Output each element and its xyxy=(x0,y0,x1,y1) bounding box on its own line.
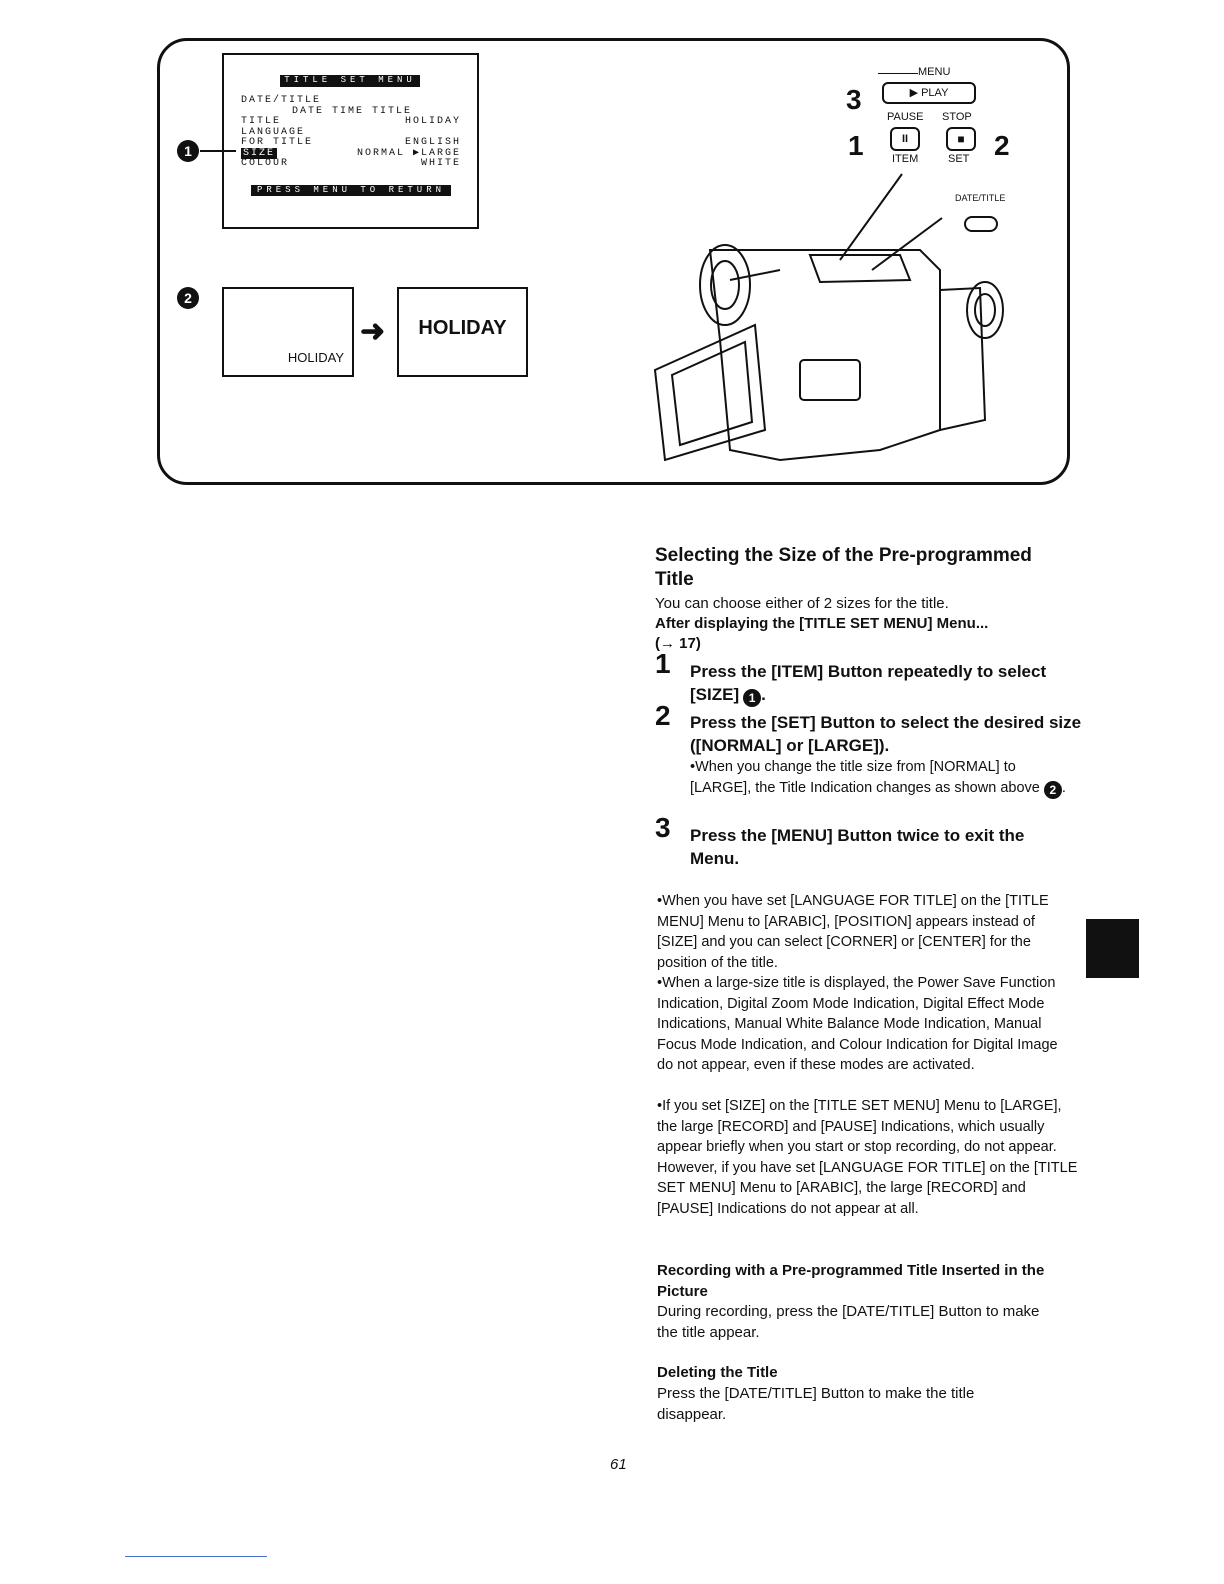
step-text: Press the [ITEM] Button repeatedly to select [SIZE] xyxy=(690,662,1047,704)
marker-1-icon: 1 xyxy=(177,140,199,162)
deleting-heading: Deleting the Title xyxy=(657,1364,778,1381)
note-item: •When you have set [LANGUAGE FOR TITLE] on the [TITLE MENU] Menu to [ARABIC], [POSITION] appears instead of [SIZE] and you can select [CORNER] or [CENTER] for the position of the title. xyxy=(657,893,1049,971)
marker-1-icon: 1 xyxy=(743,689,761,707)
pause-button: II xyxy=(890,127,920,151)
side-tab-marker xyxy=(1086,919,1139,978)
arrow-icon: ➜ xyxy=(360,315,386,348)
deleting-text: Press the [DATE/TITLE] Button to make the title disappear. xyxy=(657,1385,975,1423)
stop-label: STOP xyxy=(942,111,972,123)
section-heading: Selecting the Size of the Pre-programmed Title xyxy=(655,545,1032,590)
page-reference: (→ 17) xyxy=(655,635,701,652)
camcorder-icon xyxy=(640,160,1030,475)
stop-button: ■ xyxy=(946,127,976,151)
menu-row-label: TITLE xyxy=(241,116,282,127)
title-set-menu-screen xyxy=(222,53,479,229)
note-item: •When a large-size title is displayed, the Power Save Function Indication, Digital Zoom Mode Indication, Digital Effect Mode Indications, Manual White Balance Mode Indication, Manual Focus Mode Indication, and Colour Indication for Digital Image do not appear, even if these modes are activated. xyxy=(657,975,1058,1073)
step-number: 2 xyxy=(655,700,671,731)
bottom-rule xyxy=(125,1556,267,1557)
large-title-screen xyxy=(397,287,528,377)
normal-title-screen xyxy=(222,287,354,377)
control-step-1: 1 xyxy=(848,130,864,161)
menu-row-label: COLOUR xyxy=(241,158,290,169)
menu-row-label: DATE/TITLE xyxy=(241,95,322,106)
marker-2-icon: 2 xyxy=(1044,781,1062,799)
intro-text: You can choose either of 2 sizes for the title. xyxy=(655,595,949,612)
menu-label: MENU xyxy=(918,66,951,78)
step-2-note xyxy=(690,757,1075,799)
menu-row-label: FOR TITLE xyxy=(241,137,314,148)
set-label: SET xyxy=(948,153,970,165)
leader-line xyxy=(200,150,236,152)
step-1-text xyxy=(690,660,1070,707)
step-tail: . xyxy=(761,685,766,704)
menu-row-label-highlighted: SIZE xyxy=(243,148,276,159)
step-2-note-tail: . xyxy=(1061,779,1066,796)
marker-2-icon: 2 xyxy=(177,287,199,309)
step-2-note-text: •When you change the title size from [NORMAL] to [LARGE], the Title Indication changes as shown above xyxy=(690,759,1040,796)
menu-header: TITLE SET MENU xyxy=(280,75,420,87)
step-number: 1 xyxy=(655,648,671,679)
step-3-text: Press the [MENU] Button twice to exit the Menu. xyxy=(690,826,1025,868)
menu-row-value: NORMAL ▶LARGE xyxy=(356,148,461,159)
page-number: 61 xyxy=(610,1456,627,1473)
recording-text: During recording, press the [DATE/TITLE] Button to make the title appear. xyxy=(657,1303,1040,1341)
control-step-3: 3 xyxy=(846,84,862,115)
control-step-2: 2 xyxy=(994,130,1010,161)
menu-row-value: ENGLISH xyxy=(404,137,461,148)
recording-heading: Recording with a Pre-programmed Title Inserted in the Picture xyxy=(657,1262,1045,1300)
large-title-text: HOLIDAY xyxy=(418,317,507,339)
play-button: ▶ PLAY xyxy=(882,82,976,104)
date-title-label: DATE/TITLE xyxy=(955,193,1006,203)
menu-row-value: HOLIDAY xyxy=(404,116,461,127)
step-2-text: Press the [SET] Button to select the desired size ([NORMAL] or [LARGE]). xyxy=(690,713,1082,755)
menu-row-value: WHITE xyxy=(420,158,461,169)
menu-row-value: DATE TIME TITLE xyxy=(292,106,413,117)
small-title-text: HOLIDAY xyxy=(287,350,344,365)
after-display-text: After displaying the [TITLE SET MENU] Menu... xyxy=(655,615,989,632)
menu-row-label: LANGUAGE xyxy=(241,127,306,138)
pause-label: PAUSE xyxy=(887,111,924,123)
step-number: 3 xyxy=(655,812,671,843)
note-item: •If you set [SIZE] on the [TITLE SET MENU] Menu to [LARGE], the large [RECORD] and [PAUSE] Indications, which usually appear briefly when you start or stop recording, do not appear. However, if you have set [LANGUAGE FOR TITLE] on the [TITLE SET MENU] Menu to [ARABIC], the large [RECORD] and [PAUSE] Indications do not appear at all. xyxy=(657,1098,1078,1217)
menu-footer: PRESS MENU TO RETURN xyxy=(251,185,451,196)
leader-line xyxy=(878,73,918,74)
item-label: ITEM xyxy=(892,153,919,165)
